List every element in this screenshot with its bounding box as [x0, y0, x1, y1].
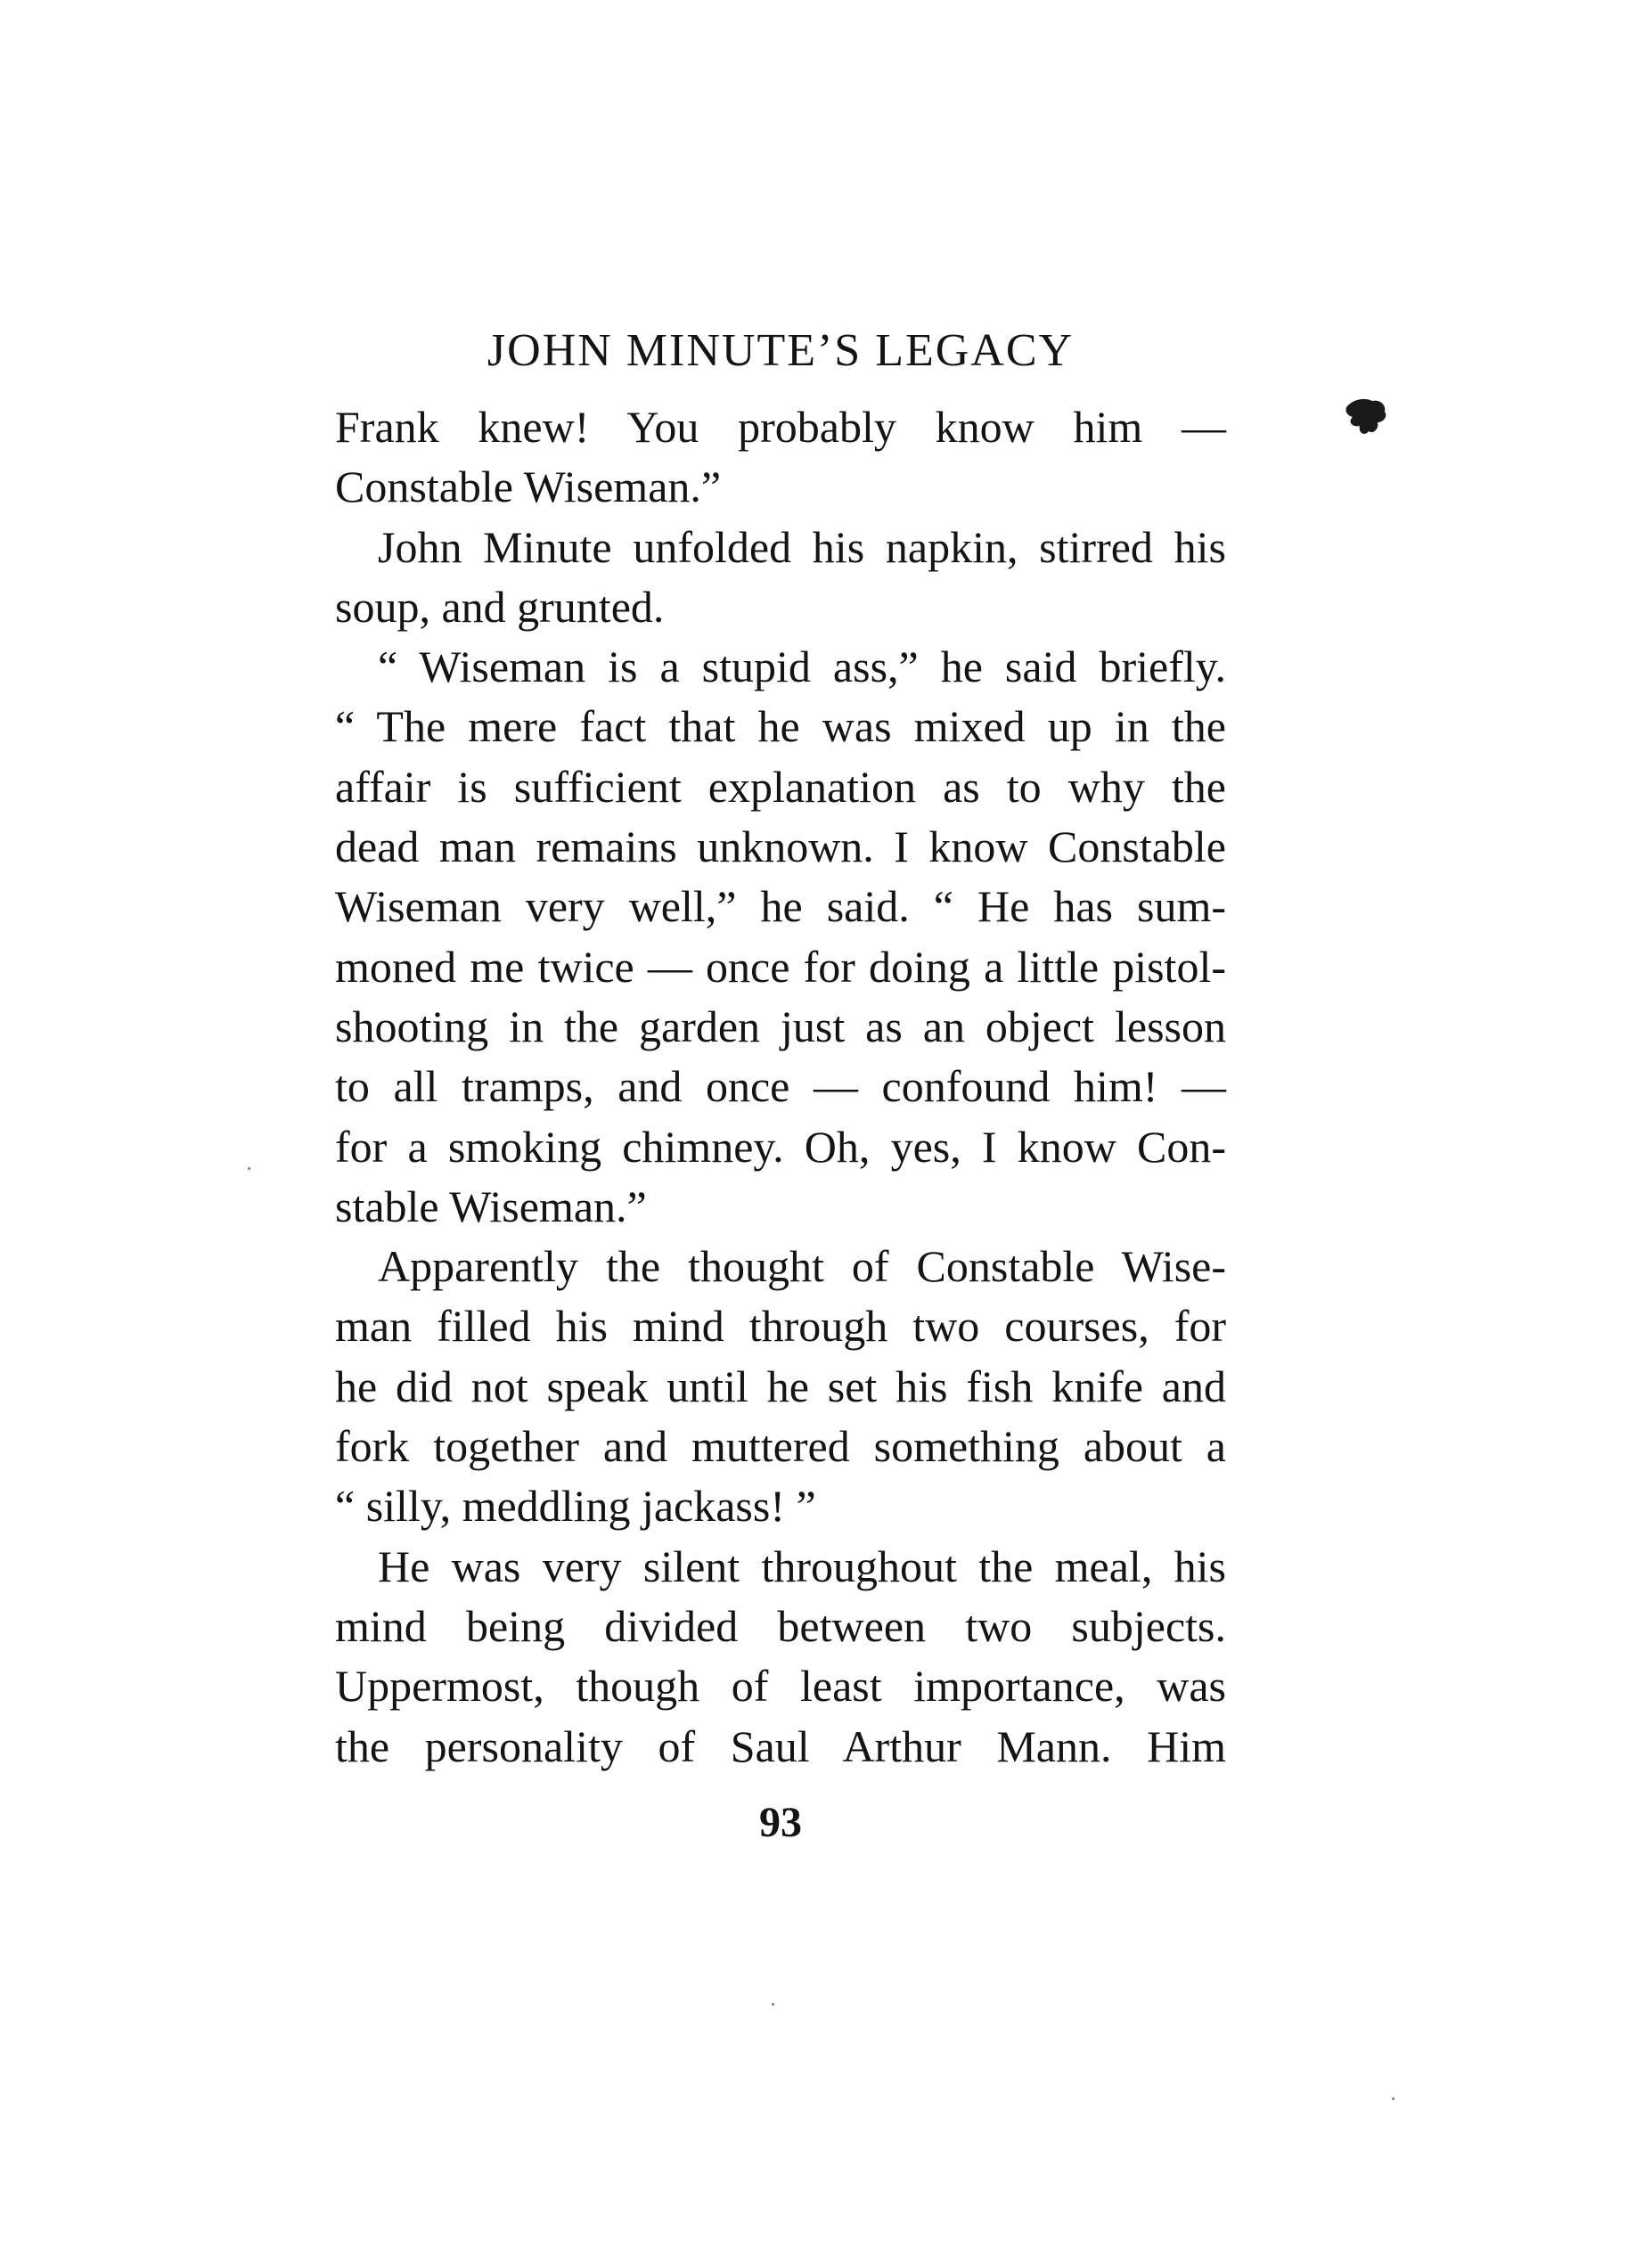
text-line: man filled his mind through two courses, for	[335, 1301, 1226, 1352]
page-number: 93	[759, 1799, 802, 1846]
text-line: “ silly, meddling jackass! ”	[335, 1481, 816, 1532]
text-line: fork together and muttered something about a	[335, 1421, 1226, 1472]
text-line: Frank knew! You probably know him —	[335, 402, 1226, 452]
text-line: soup, and grunted.	[335, 581, 665, 632]
text-line: “ The mere fact that he was mixed up in the	[335, 701, 1226, 752]
text-line: shooting in the garden just as an object lesson	[335, 1001, 1226, 1051]
body-text	[335, 397, 1226, 1777]
text-line: Constable Wiseman.”	[335, 462, 722, 512]
text-line: the personality of Saul Arthur Mann. Him	[335, 1720, 1226, 1771]
text-line: to all tramps, and once — confound him! —	[335, 1061, 1226, 1112]
scan-speck	[772, 2003, 774, 2006]
text-line: for a smoking chimney. Oh, yes, I know Con-	[335, 1121, 1226, 1172]
text-line: “ Wiseman is a stupid ass,” he said briefly.	[378, 642, 1226, 692]
text-line: he did not speak until he set his fish knife and	[335, 1361, 1226, 1411]
text-line: Wiseman very well,” he said. “ He has sum-	[335, 881, 1226, 932]
scan-speck	[1392, 2097, 1394, 2100]
running-head: JOHN MINUTE’S LEGACY	[487, 325, 1075, 376]
text-line: moned me twice — once for doing a little pistol-	[335, 941, 1226, 992]
text-line: John Minute unfolded his napkin, stirred his	[378, 521, 1226, 572]
text-line: stable Wiseman.”	[335, 1181, 647, 1231]
ink-blot-mark	[1344, 397, 1388, 438]
text-line: Uppermost, though of least importance, was	[335, 1661, 1226, 1712]
text-line: He was very silent throughout the meal, his	[378, 1541, 1226, 1591]
text-line: affair is sufficient explanation as to why the	[335, 761, 1226, 812]
scan-speck	[248, 1167, 250, 1170]
text-line: mind being divided between two subjects.	[335, 1600, 1226, 1651]
text-line: dead man remains unknown. I know Constable	[335, 821, 1226, 872]
text-line: Apparently the thought of Constable Wise-	[378, 1241, 1226, 1292]
